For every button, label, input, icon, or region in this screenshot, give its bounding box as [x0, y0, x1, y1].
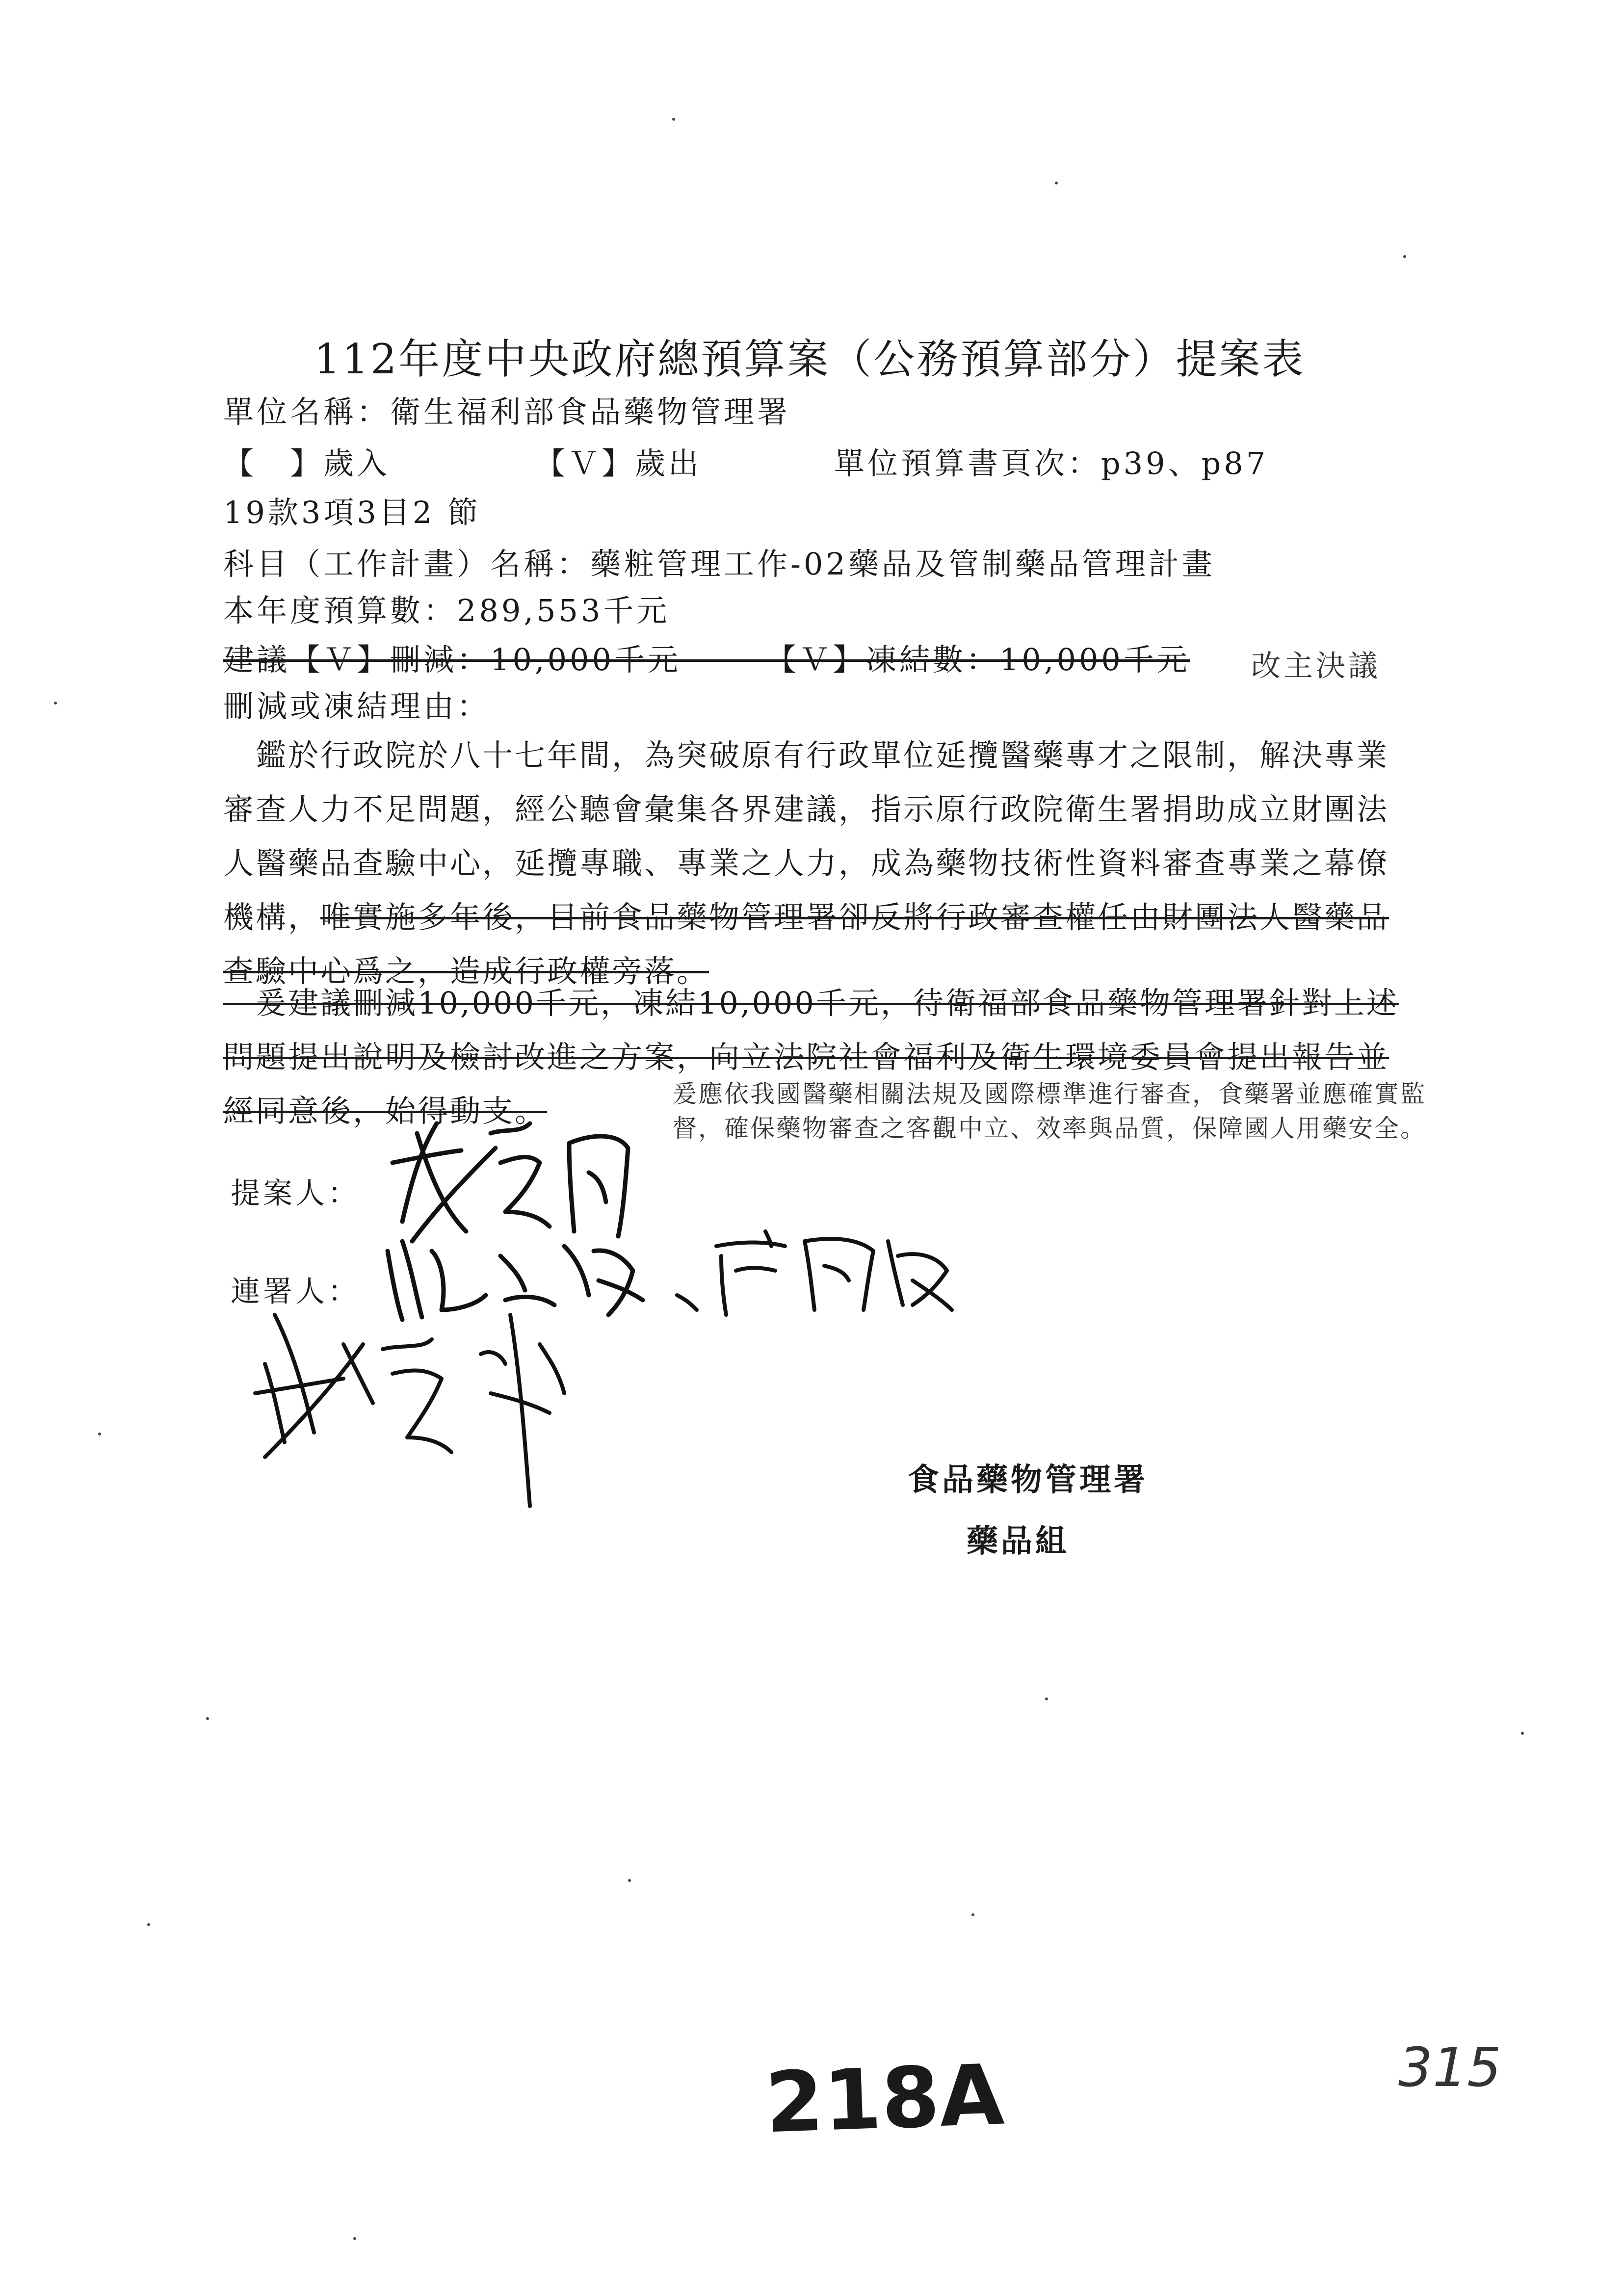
section-line: 19款3項3目2 節 — [223, 495, 481, 530]
expense-box: 【Ｖ】歲出 — [535, 445, 702, 481]
cosigner-signature-2 — [667, 1212, 962, 1325]
scan-speck — [206, 1717, 209, 1720]
page-number: 315 — [1398, 2036, 1501, 2099]
stamp-division: 藥品組 — [967, 1523, 1070, 1560]
proposer-label: 提案人： — [231, 1176, 360, 1211]
proposal-line: 建議【Ｖ】刪減：10,000千元 【Ｖ】凍結數：10,000千元 — [223, 642, 1190, 678]
revenue-box: 【 】歲入 — [223, 445, 391, 481]
scan-speck — [1045, 1697, 1048, 1700]
reason-text-struck: 唯實施多年後，目前食品藥物管理署卻反將行政審查權任由財團法人醫藥品查驗中心爲之，造成行政權旁落。 — [223, 899, 1389, 989]
budget-amount: 本年度預算數：289,553千元 — [223, 593, 670, 628]
scan-speck — [1055, 182, 1058, 184]
handwritten-document-number: 218A — [763, 2046, 1006, 2152]
cosigner-label: 連署人： — [231, 1275, 360, 1309]
subject-line: 科目（工作計畫）名稱：藥粧管理工作-02藥品及管制藥品管理計畫 — [223, 546, 1215, 582]
scan-speck — [628, 1879, 631, 1882]
reason-paragraph-2: 爰建議刪減10,000千元，凍結10,000千元，待衛福部食品藥物管理署針對上述問題提出說明及檢討改進之方案，向立法院社會福利及衛生環境委員會提出報告並經同意後，始得動支。 — [223, 985, 1399, 1129]
amendment-note: 爰應依我國醫藥相關法規及國際標準進行審查，食藥署並應確實監督，確保藥物審查之客觀中立、效率與品質，保障國人用藥安全。 — [672, 1080, 1426, 1143]
scan-speck — [1521, 1732, 1524, 1735]
scan-speck — [672, 118, 675, 121]
reason-paragraph-1 — [223, 729, 1415, 998]
reason-text-normal: 鑑於行政院於八十七年間，為突破原有行政單位延攬醫藥專才之限制，解決專業審查人力不足問題，經公聽會彙集各界建議，指示原行政院衛生署捐助成立財團法人醫藥品查驗中心，延攬專職、專業之人力，成為藥物技術性資料審查專業之幕僚機構， — [223, 737, 1389, 935]
stamp-agency: 食品藥物管理署 — [908, 1462, 1148, 1498]
amendment-mark: 改主決議 — [1251, 649, 1381, 683]
scan-speck — [971, 1913, 974, 1916]
budget-pages: 單位預算書頁次：p39、p87 — [834, 445, 1269, 481]
unit-name: 單位名稱：衛生福利部食品藥物管理署 — [223, 394, 791, 430]
reason-label: 刪減或凍結理由： — [223, 688, 491, 724]
scan-speck — [1403, 255, 1406, 258]
document-title: 112年度中央政府總預算案（公務預算部分）提案表 — [314, 335, 1306, 383]
scan-speck — [353, 2237, 356, 2240]
scan-speck — [147, 1923, 150, 1926]
cosigner-signature-3 — [245, 1295, 618, 1516]
scan-speck — [98, 1433, 101, 1435]
scan-speck — [54, 702, 57, 704]
